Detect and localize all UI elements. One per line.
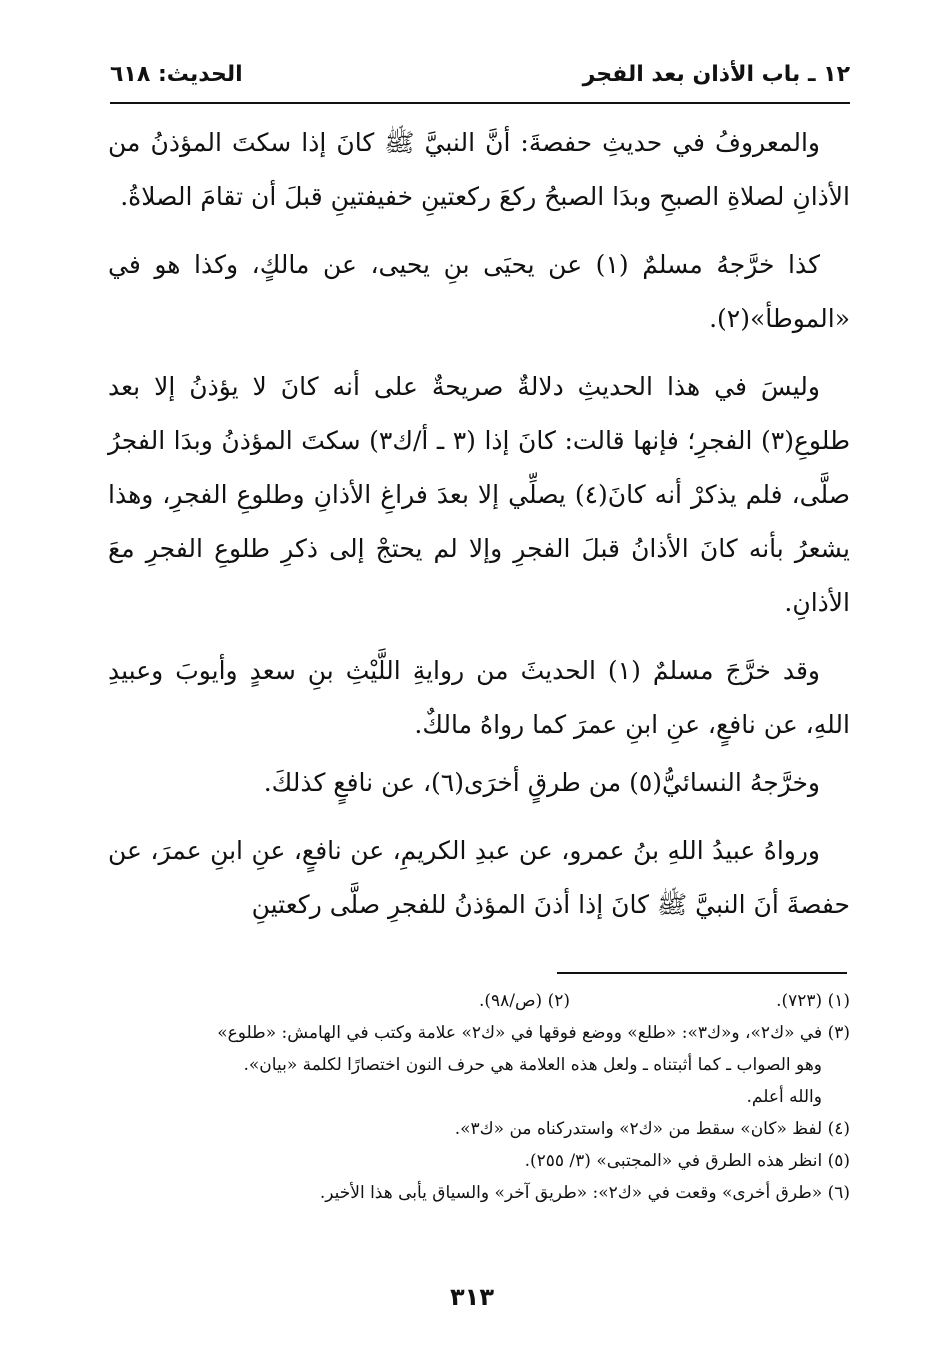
footnote-row bbox=[108, 985, 850, 1017]
paragraph: وخرَّجهُ النسائيُّ(٥) من طرقٍ أخرَى(٦)، عن نافعٍ كذلكَ. bbox=[263, 768, 820, 797]
main-text bbox=[108, 116, 850, 946]
footnote-3-line: والله أعلم. bbox=[746, 1087, 822, 1107]
footnote-3 bbox=[108, 1017, 850, 1113]
running-header bbox=[110, 62, 850, 98]
paragraph: وليسَ في هذا الحديثِ دلالةٌ صريحةٌ على أنه كانَ لا يؤذنُ إلا بعد طلوعِ(٣) الفجرِ؛ فإنها قالت: كانَ إذا (٣ ـ أ/ك٣) سكتَ المؤذنُ وبدَا الفجرُ صلَّى، فلم يذكرْ أنه كانَ(٤) يصلِّي إلا بعدَ فراغِ الأذانِ وطلوعِ الفجرِ، وهذا يشعرُ بأنه كانَ الأذانُ قبلَ الفجرِ وإلا لم يحتجْ إلى ذكرِ طلوعِ الفجرِ معَ الأذانِ. bbox=[108, 372, 850, 617]
footnote-2: (٢) (ص/٩٨). bbox=[478, 991, 570, 1011]
page-number: ٣١٣ bbox=[450, 1283, 494, 1311]
paragraph: وقد خرَّجَ مسلمٌ (١) الحديثَ من روايةِ اللَّيْثِ بنِ سعدٍ وأيوبَ وعبيدِ اللهِ، عن نافعٍ، عنِ ابنِ عمرَ كما رواهُ مالكٌ. bbox=[108, 656, 850, 739]
footnote-4: (٤) لفظ «كان» سقط من «ك٢» واستدركناه من «ك٣». bbox=[454, 1119, 850, 1139]
footnote-3-line: (٣) في «ك٢»، و«ك٣»: «طلع» ووضع فوقها في «ك٢» علامة وكتب في الهامش: «طلوع» bbox=[217, 1023, 850, 1043]
hadith-number: الحديث: ٦١٨ bbox=[110, 62, 243, 87]
footnote-5: (٥) انظر هذه الطرق في «المجتبى» (٣/ ٢٥٥). bbox=[524, 1151, 850, 1171]
footnote-6: (٦) «طرق أخرى» وقعت في «ك٢»: «طريق آخر» والسياق يأبى هذا الأخير. bbox=[319, 1183, 850, 1203]
chapter-title: ١٢ ـ باب الأذان بعد الفجر bbox=[582, 62, 850, 87]
footnotes bbox=[108, 985, 850, 1209]
paragraph: كذا خرَّجهُ مسلمٌ (١) عن يحيَى بنِ يحيى، عن مالكٍ، وكذا هو في «الموطأ»(٢). bbox=[108, 250, 850, 333]
footnote-3-line: وهو الصواب ـ كما أثبتناه ـ ولعل هذه العلامة هي حرف النون اختصارًا لكلمة «بيان». bbox=[243, 1055, 822, 1075]
paragraph: ورواهُ عبيدُ اللهِ بنُ عمرو، عن عبدِ الكريمِ، عن نافعٍ، عنِ ابنِ عمرَ، عن حفصةَ أنَ النبيَّ ﷺ كانَ إذا أذنَ المؤذنُ للفجرِ صلَّى ركعتينِ bbox=[108, 836, 850, 919]
footnote-1: (١) (٧٢٣). bbox=[776, 991, 850, 1011]
header-divider bbox=[110, 102, 850, 104]
footnote-divider bbox=[557, 972, 847, 974]
paragraph: والمعروفُ في حديثِ حفصةَ: أنَّ النبيَّ ﷺ كانَ إذا سكتَ المؤذنُ من الأذانِ لصلاةِ الصبحِ وبدَا الصبحُ ركعَ ركعتينِ خفيفتينِ قبلَ أن تقامَ الصلاةُ. bbox=[108, 128, 850, 211]
